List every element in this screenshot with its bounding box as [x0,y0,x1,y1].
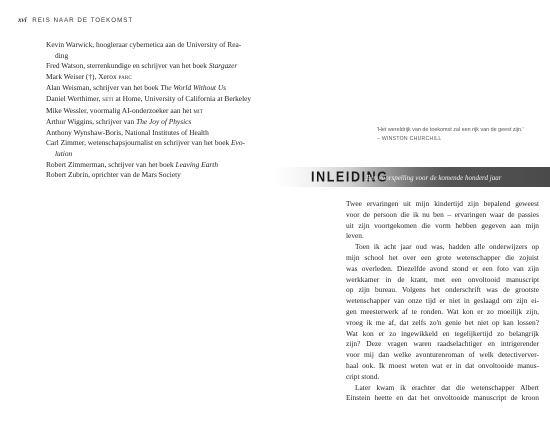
entry-text: Daniel Werthimer, [46,93,103,103]
entry-text: Arthur Wiggins, schrijver van [46,117,137,127]
entry-continuation [46,149,278,160]
body-line: gen meesterwerk af te ronden. Wat kon er zo moeilijk zijn, [346,306,539,316]
entry-text: Leaving Earth [175,159,219,169]
epigraph [377,127,537,143]
body-line: was overleden. Diezelfde avond stond er een foto van zijn [346,263,539,273]
body-line: cript stond. [346,371,380,381]
entry-text: Robert Zubrin, oprichter van de Mars Society [46,170,181,180]
entry-text: at Home, University of California at Berkeley [113,93,252,103]
acknowledgement-list [46,40,278,181]
list-item [46,106,278,118]
body-line: voor de persoon die ik nu ben – ervaringen waar de passies [346,209,539,219]
body-line: leven. [346,231,364,241]
entry-text: Mark Weiser (†), Xerox [46,71,119,81]
entry-text: Stargazer [208,61,238,71]
body-line: werkkamer in de krant, met een onvoltooid manuscript [346,274,539,284]
body-line: mijn school het over een grote wetenschapper die zojuist [346,252,539,262]
list-item [46,170,278,181]
page-number: xvi [18,16,27,24]
entry-text: Anthony Wynshaw-Boris, National Institutes of Health [46,127,209,137]
body-line: Toen ik acht jaar oud was, hadden alle onderwijzers op [355,242,539,252]
body-line: Wat kon er zo ingewikkeld en tegelijkertijd zo belangrijk [346,328,539,338]
entry-text: Fred Watson, sterrenkundige en schrijver van het boek [46,61,209,71]
list-item [46,138,278,159]
entry-text: parc [118,73,132,81]
entry-text: The World Without Us [160,83,227,93]
body-line: Einstein heette en dat het onvoltooide manuscript de kroon [346,393,539,403]
entry-text: ding [55,50,69,60]
body-line: uit zijn voortgekomen die vorm hebben gegeven aan mijn [346,220,539,230]
body-line: vroeg ik me af, dat zelfs zo'n genie het niet op kan lossen? [346,317,539,327]
list-item [46,83,278,94]
list-item [46,94,278,106]
entry-text: Evo- [231,138,245,148]
list-item [46,117,278,128]
running-head-title: REIS NAAR DE TOEKOMST [32,17,134,24]
list-item [46,160,278,171]
body-text [346,199,539,404]
body-line: zijn? Deze vragen waren raadselachtiger en intrigerender [346,339,539,349]
body-line: op zijn bureau. Volgens het onderschrift was de grootste [346,285,539,295]
entry-text: Mike Wessler, voormalig AI-onderzoeker aan het [46,105,194,115]
body-line: Twee ervaringen uit mijn kindertijd zijn bepalend geweest [346,199,539,208]
running-head [18,16,133,24]
chapter-subtitle: Een voorspelling voor de komende honderd jaar [366,174,502,182]
list-item [46,61,278,72]
entry-continuation [46,51,278,62]
entry-text: seti [102,95,114,103]
body-line: wetenschapper van onze tijd er niet in geslaagd om zijn ei- [346,296,539,306]
entry-text: Alan Weisman, schrijver van het boek [46,83,161,93]
entry-text: lution [55,148,73,158]
list-item [46,128,278,139]
list-item [46,40,278,61]
entry-text: Kevin Warwick, hoogleraar cybernetica aan de University of Rea- [46,40,242,49]
entry-text: The Joy of Physics [136,117,192,127]
body-line: haal ook. Ik moest weten wat er in dat onvoltooide manus- [346,360,539,370]
body-line: voor mij dan welke avonturenroman of welk detectiverver- [346,350,539,360]
epigraph-attribution: – WINSTON CHURCHILL [377,136,442,142]
body-line: Later kwam ik erachter dat die wetenschapper Albert [355,382,539,392]
epigraph-quote: 'Het wereldrijk van de toekomst zal een rijk van de geest zijn.' [377,127,524,133]
entry-text: mit [193,107,204,115]
entry-text: Carl Zimmer, wetenschapsjournalist en schrijver van het boek [46,138,232,148]
entry-text: Robert Zimmerman, schrijver van het boek [46,159,176,169]
chapter-title: INLEIDING [311,169,389,186]
list-item [46,72,278,84]
